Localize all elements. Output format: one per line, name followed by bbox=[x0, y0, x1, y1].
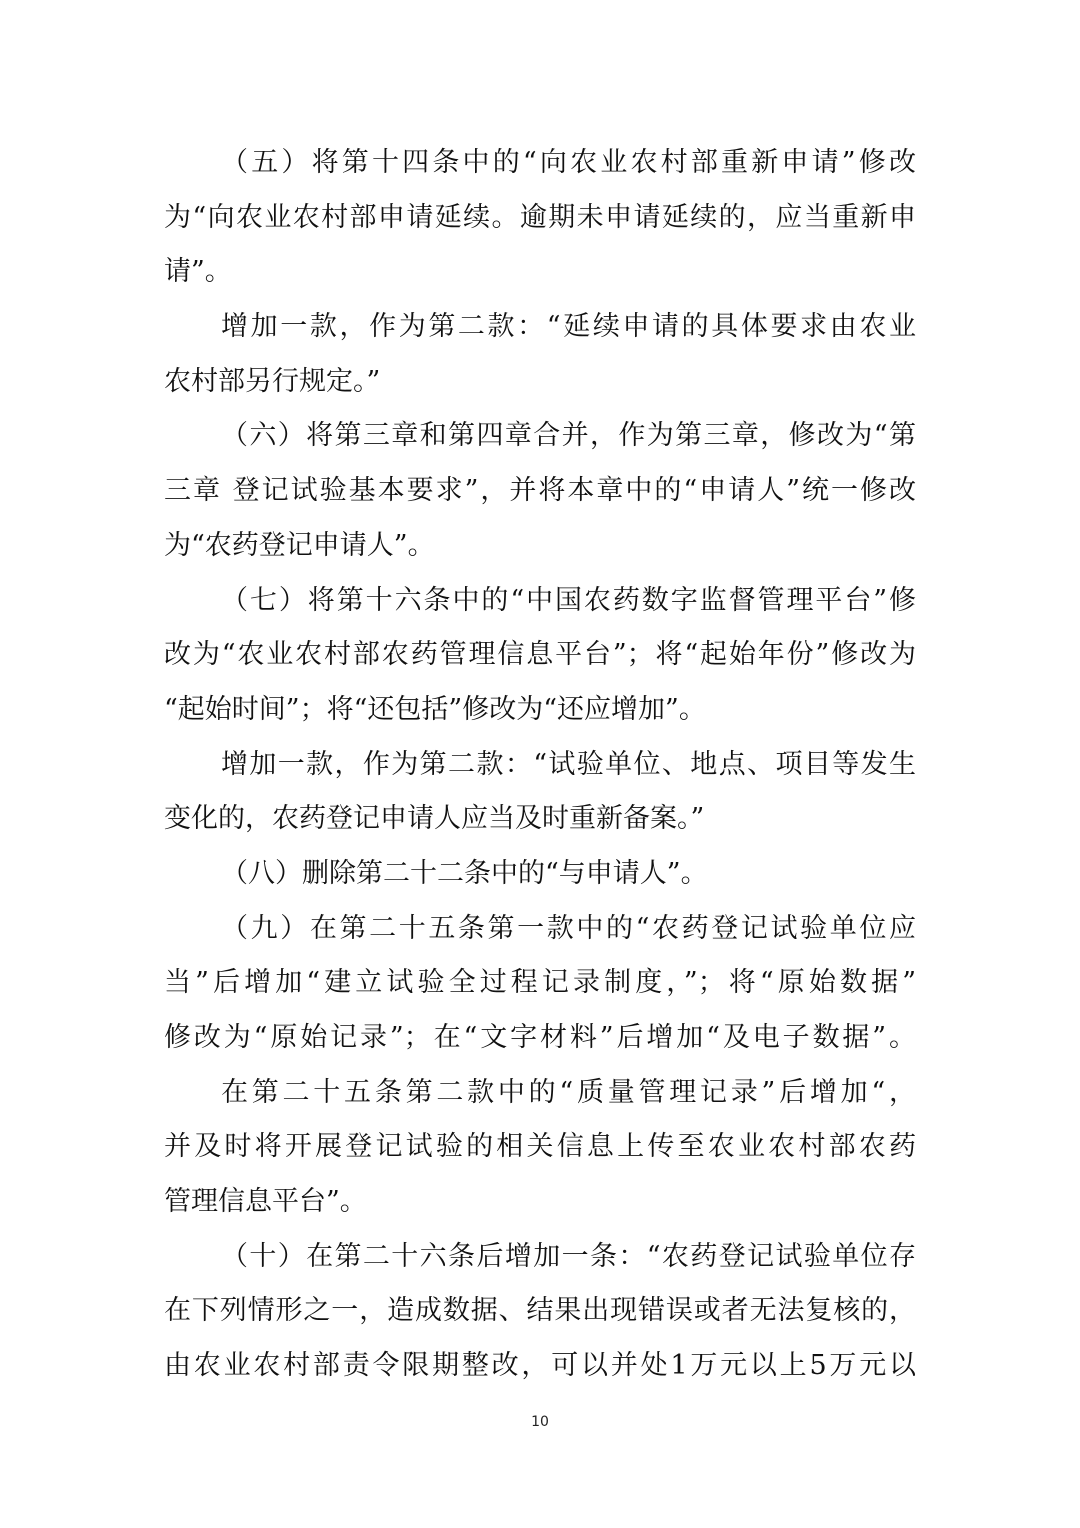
text-line: 并及时将开展登记试验的相关信息上传至农业农村部农药 bbox=[164, 1131, 916, 1163]
text-line: “起始时间”；将“还包括”修改为“还应增加”。 bbox=[164, 693, 706, 725]
text-line: 在下列情形之一，造成数据、结果出现错误或者无法复核的， bbox=[164, 1295, 916, 1327]
text-line: 三章 登记试验基本要求”，并将本章中的“申请人”统一修改 bbox=[164, 475, 916, 507]
text-line: 农村部另行规定。” bbox=[164, 365, 381, 397]
text-line: 管理信息平台”。 bbox=[164, 1186, 367, 1218]
text-line: （八）删除第二十二条中的“与申请人”。 bbox=[221, 857, 708, 889]
page-number: 10 bbox=[531, 1414, 549, 1430]
text-line: 为“农药登记申请人”。 bbox=[164, 529, 435, 561]
text-line: 请”。 bbox=[164, 256, 232, 288]
text-line: 增加一款，作为第二款：“延续申请的具体要求由农业 bbox=[221, 311, 916, 343]
text-line: 在第二十五条第二款中的“质量管理记录”后增加“， bbox=[221, 1076, 916, 1108]
text-line: （十）在第二十六条后增加一条：“农药登记试验单位存 bbox=[221, 1240, 916, 1272]
text-line: 当”后增加“建立试验全过程记录制度，”；将“原始数据” bbox=[164, 967, 916, 999]
text-line: （六）将第三章和第四章合并，作为第三章，修改为“第 bbox=[221, 420, 916, 452]
text-line: 为“向农业农村部申请延续。逾期未申请延续的，应当重新申 bbox=[164, 201, 916, 233]
text-line: （九）在第二十五条第一款中的“农药登记试验单位应 bbox=[221, 912, 916, 944]
text-line: （七）将第十六条中的“中国农药数字监督管理平台”修 bbox=[221, 584, 916, 616]
text-line: 修改为“原始记录”；在“文字材料”后增加“及电子数据”。 bbox=[164, 1022, 916, 1053]
text-line: 由农业农村部责令限期整改，可以并处1万元以上5万元以 bbox=[164, 1350, 916, 1382]
text-line: 增加一款，作为第二款：“试验单位、地点、项目等发生 bbox=[221, 748, 916, 780]
text-line: 变化的，农药登记申请人应当及时重新备案。” bbox=[164, 803, 705, 835]
text-line: 改为“农业农村部农药管理信息平台”；将“起始年份”修改为 bbox=[164, 639, 916, 671]
text-line: （五）将第十四条中的“向农业农村部重新申请”修改 bbox=[221, 147, 916, 178]
document-body bbox=[164, 136, 916, 1394]
